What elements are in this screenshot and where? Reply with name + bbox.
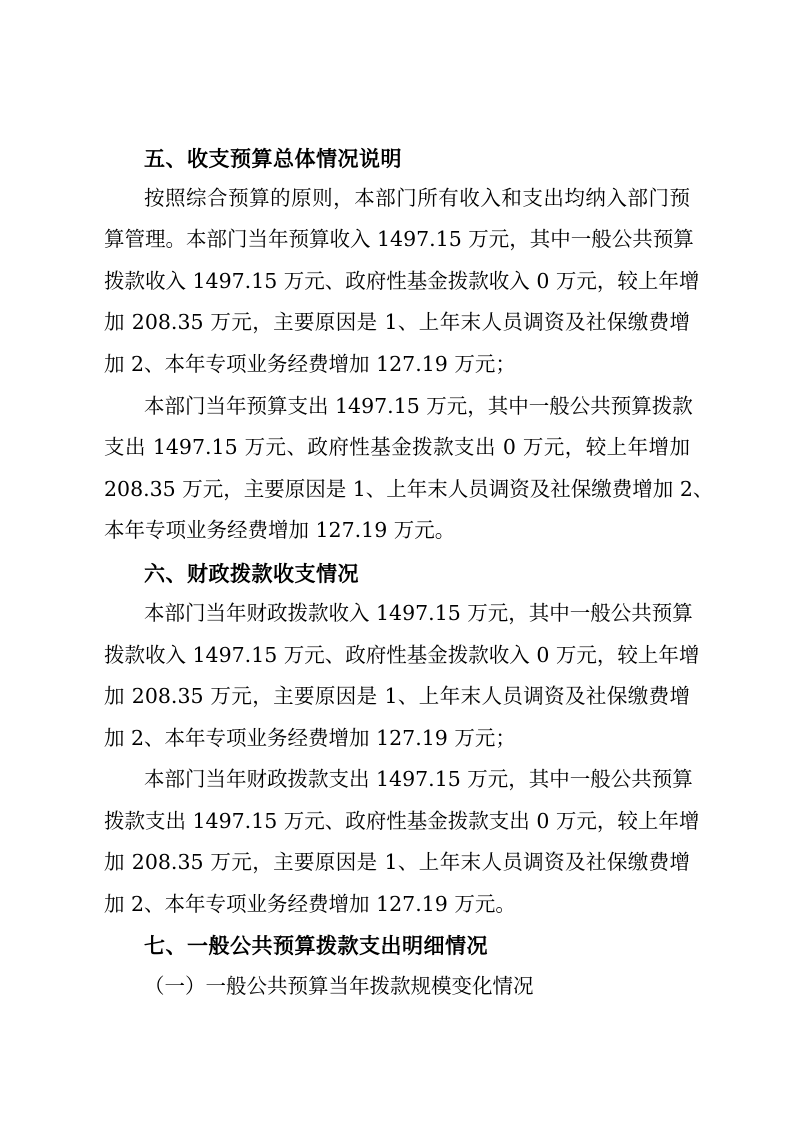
- section-heading-6: 六、财政拨款收支情况: [144, 562, 359, 586]
- paragraph-line: 本部门当年财政拨款支出 1497.15 万元，其中一般公共预算: [144, 767, 693, 791]
- paragraph-line: 本年专项业务经费增加 127.19 万元。: [104, 518, 456, 542]
- section-heading-7: 七、一般公共预算拨款支出明细情况: [144, 934, 488, 958]
- paragraph-line: 拨款收入 1497.15 万元、政府性基金拨款收入 0 万元，较上年增: [104, 269, 700, 293]
- paragraph-line: 按照综合预算的原则，本部门所有收入和支出均纳入部门预: [144, 186, 690, 210]
- paragraph-line: 加 2、本年专项业务经费增加 127.19 万元；: [104, 352, 516, 376]
- paragraph-line: 加 208.35 万元，主要原因是 1、上年末人员调资及社保缴费增: [104, 310, 690, 334]
- paragraph-line: 208.35 万元，主要原因是 1、上年末人员调资及社保缴费增加 2、: [104, 477, 714, 501]
- paragraph-line: 拨款收入 1497.15 万元、政府性基金拨款收入 0 万元，较上年增: [104, 643, 700, 667]
- paragraph-line: 本部门当年预算支出 1497.15 万元，其中一般公共预算拨款: [144, 394, 693, 418]
- subsection-heading: （一）一般公共预算当年拨款规模变化情况: [144, 974, 534, 998]
- paragraph-line: 算管理。本部门当年预算收入 1497.15 万元，其中一般公共预算: [104, 227, 694, 251]
- paragraph-line: 加 208.35 万元，主要原因是 1、上年末人员调资及社保缴费增: [104, 850, 690, 874]
- paragraph-line: 拨款支出 1497.15 万元、政府性基金拨款支出 0 万元，较上年增: [104, 809, 700, 833]
- paragraph-line: 加 2、本年专项业务经费增加 127.19 万元。: [104, 892, 516, 916]
- paragraph-line: 加 2、本年专项业务经费增加 127.19 万元；: [104, 726, 516, 750]
- paragraph-line: 加 208.35 万元，主要原因是 1、上年末人员调资及社保缴费增: [104, 684, 690, 708]
- paragraph-line: 本部门当年财政拨款收入 1497.15 万元，其中一般公共预算: [144, 601, 693, 625]
- paragraph-line: 支出 1497.15 万元、政府性基金拨款支出 0 万元，较上年增加: [104, 435, 690, 459]
- section-heading-5: 五、收支预算总体情况说明: [144, 147, 402, 171]
